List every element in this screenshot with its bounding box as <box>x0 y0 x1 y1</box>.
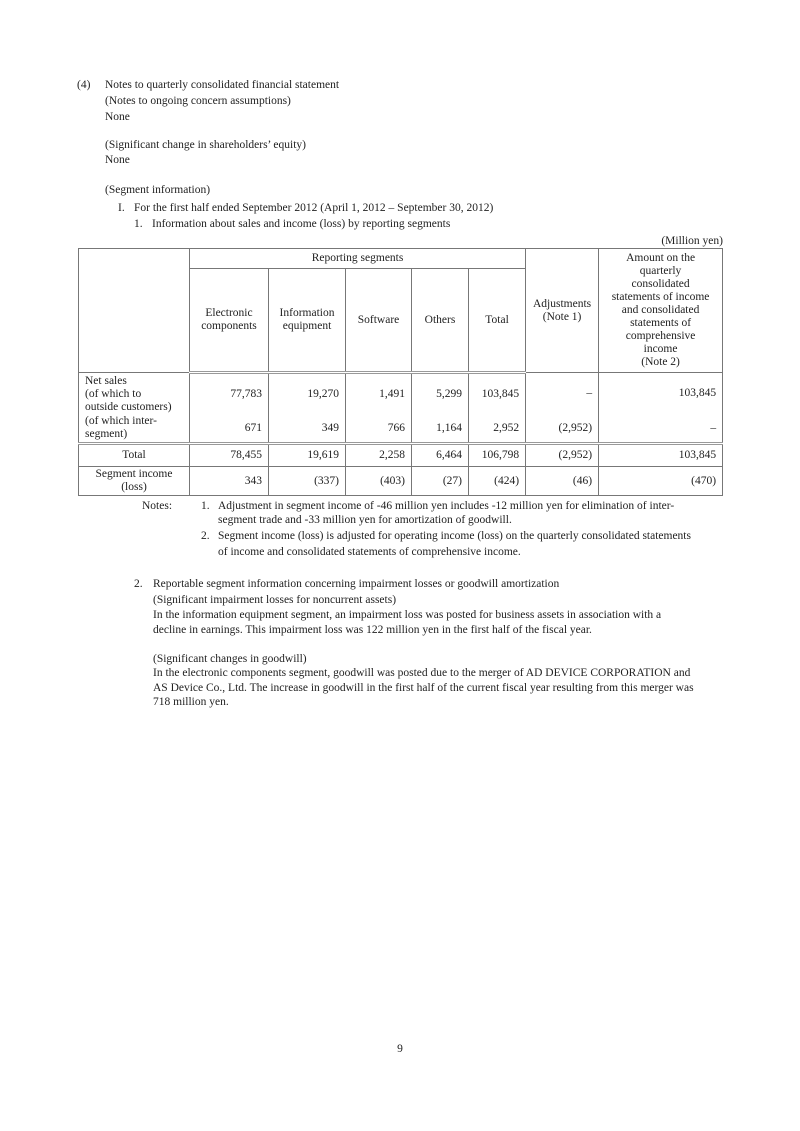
page-number: 9 <box>397 1043 403 1055</box>
cell: 103,845 <box>469 373 526 415</box>
note-1-line-2: segment trade and -33 million yen for amortization of goodwill. <box>218 514 512 526</box>
goodwill-line-1: In the electronic components segment, goodwill was posted due to the merger of AD DEVICE CORPORATION and <box>153 667 691 679</box>
cell: (46) <box>526 467 599 496</box>
equity-change-heading: (Significant change in shareholders’ equity) <box>105 139 306 151</box>
goodwill-line-3: 718 million yen. <box>153 696 229 708</box>
col-header-others: Others <box>412 269 469 373</box>
notes-label: Notes: <box>142 500 173 512</box>
segment-table <box>78 248 723 496</box>
noncurrent-line-2: decline in earnings. This impairment loss was 122 million yen in the first half of the fiscal year. <box>153 624 592 636</box>
cell: – <box>526 373 599 415</box>
unit-label: (Million yen) <box>661 235 723 247</box>
note-1-line-1: Adjustment in segment income of -46 million yen includes -12 million yen for elimination of inter- <box>218 500 675 512</box>
cell: 19,619 <box>269 444 346 467</box>
cell: (424) <box>469 467 526 496</box>
note-2-number: 2. <box>201 530 210 542</box>
cell: 6,464 <box>412 444 469 467</box>
section-title: Notes to quarterly consolidated financial statement <box>105 79 340 91</box>
cell: 343 <box>190 467 269 496</box>
period-title: For the first half ended September 2012 (April 1, 2012 – September 30, 2012) <box>134 202 494 214</box>
row-label-segment-income: Segment income (loss) <box>79 467 190 496</box>
period-number: I. <box>118 202 125 214</box>
cell: 671 <box>190 415 269 444</box>
going-concern-value: None <box>105 111 130 123</box>
section-number: (4) <box>77 79 91 91</box>
cell: 1,164 <box>412 415 469 444</box>
subsection-number: 1. <box>134 218 143 230</box>
row-label-inter: (of which inter- segment) <box>79 415 190 444</box>
row-label-outside: Net sales (of which to outside customers) <box>79 373 190 415</box>
cell: 77,783 <box>190 373 269 415</box>
table-corner-cell <box>79 249 190 373</box>
cell: 5,299 <box>412 373 469 415</box>
table-row-inter-segment <box>79 415 723 444</box>
note-1-number: 1. <box>201 500 210 512</box>
segment-info-heading: (Segment information) <box>105 184 211 196</box>
goodwill-line-2: AS Device Co., Ltd. The increase in goodwill in the first half of the current fiscal year resulting from this merger was <box>153 682 694 694</box>
going-concern-heading: (Notes to ongoing concern assumptions) <box>105 95 291 107</box>
noncurrent-line-1: In the information equipment segment, an impairment loss was posted for business assets in association with a <box>153 609 662 621</box>
cell: 103,845 <box>599 373 723 415</box>
cell: – <box>599 415 723 444</box>
cell: 19,270 <box>269 373 346 415</box>
equity-change-value: None <box>105 154 130 166</box>
table-row-outside-customers <box>79 373 723 415</box>
table-row-total <box>79 444 723 467</box>
cell: (470) <box>599 467 723 496</box>
table-row-segment-income <box>79 467 723 496</box>
subsection-title: Information about sales and income (loss) by reporting segments <box>152 218 451 230</box>
cell: 2,258 <box>346 444 412 467</box>
cell: (337) <box>269 467 346 496</box>
cell: 106,798 <box>469 444 526 467</box>
note-2-line-2: of income and consolidated statements of comprehensive income. <box>218 546 521 558</box>
cell: (2,952) <box>526 444 599 467</box>
col-header-information-equipment: Information equipment <box>269 269 346 373</box>
col-header-total: Total <box>469 269 526 373</box>
impairment-number: 2. <box>134 578 143 590</box>
row-label-total: Total <box>79 444 190 467</box>
col-header-software: Software <box>346 269 412 373</box>
cell: (27) <box>412 467 469 496</box>
cell: (2,952) <box>526 415 599 444</box>
cell: 78,455 <box>190 444 269 467</box>
col-header-adjustments: Adjustments (Note 1) <box>526 249 599 373</box>
cell: 103,845 <box>599 444 723 467</box>
col-header-electronic-components: Electronic components <box>190 269 269 373</box>
impairment-title: Reportable segment information concerning impairment losses or goodwill amortization <box>153 578 560 590</box>
cell: 766 <box>346 415 412 444</box>
note-2-line-1: Segment income (loss) is adjusted for operating income (loss) on the quarterly consolidated statements <box>218 530 691 542</box>
col-header-amount: Amount on the quarterly consolidated statements of income and consolidated statements of comprehensive income (Note 2) <box>599 249 723 373</box>
cell: 2,952 <box>469 415 526 444</box>
cell: 349 <box>269 415 346 444</box>
cell: 1,491 <box>346 373 412 415</box>
cell: (403) <box>346 467 412 496</box>
noncurrent-heading: (Significant impairment losses for noncurrent assets) <box>153 594 397 606</box>
group-header-reporting-segments: Reporting segments <box>190 249 526 269</box>
goodwill-heading: (Significant changes in goodwill) <box>153 653 307 665</box>
